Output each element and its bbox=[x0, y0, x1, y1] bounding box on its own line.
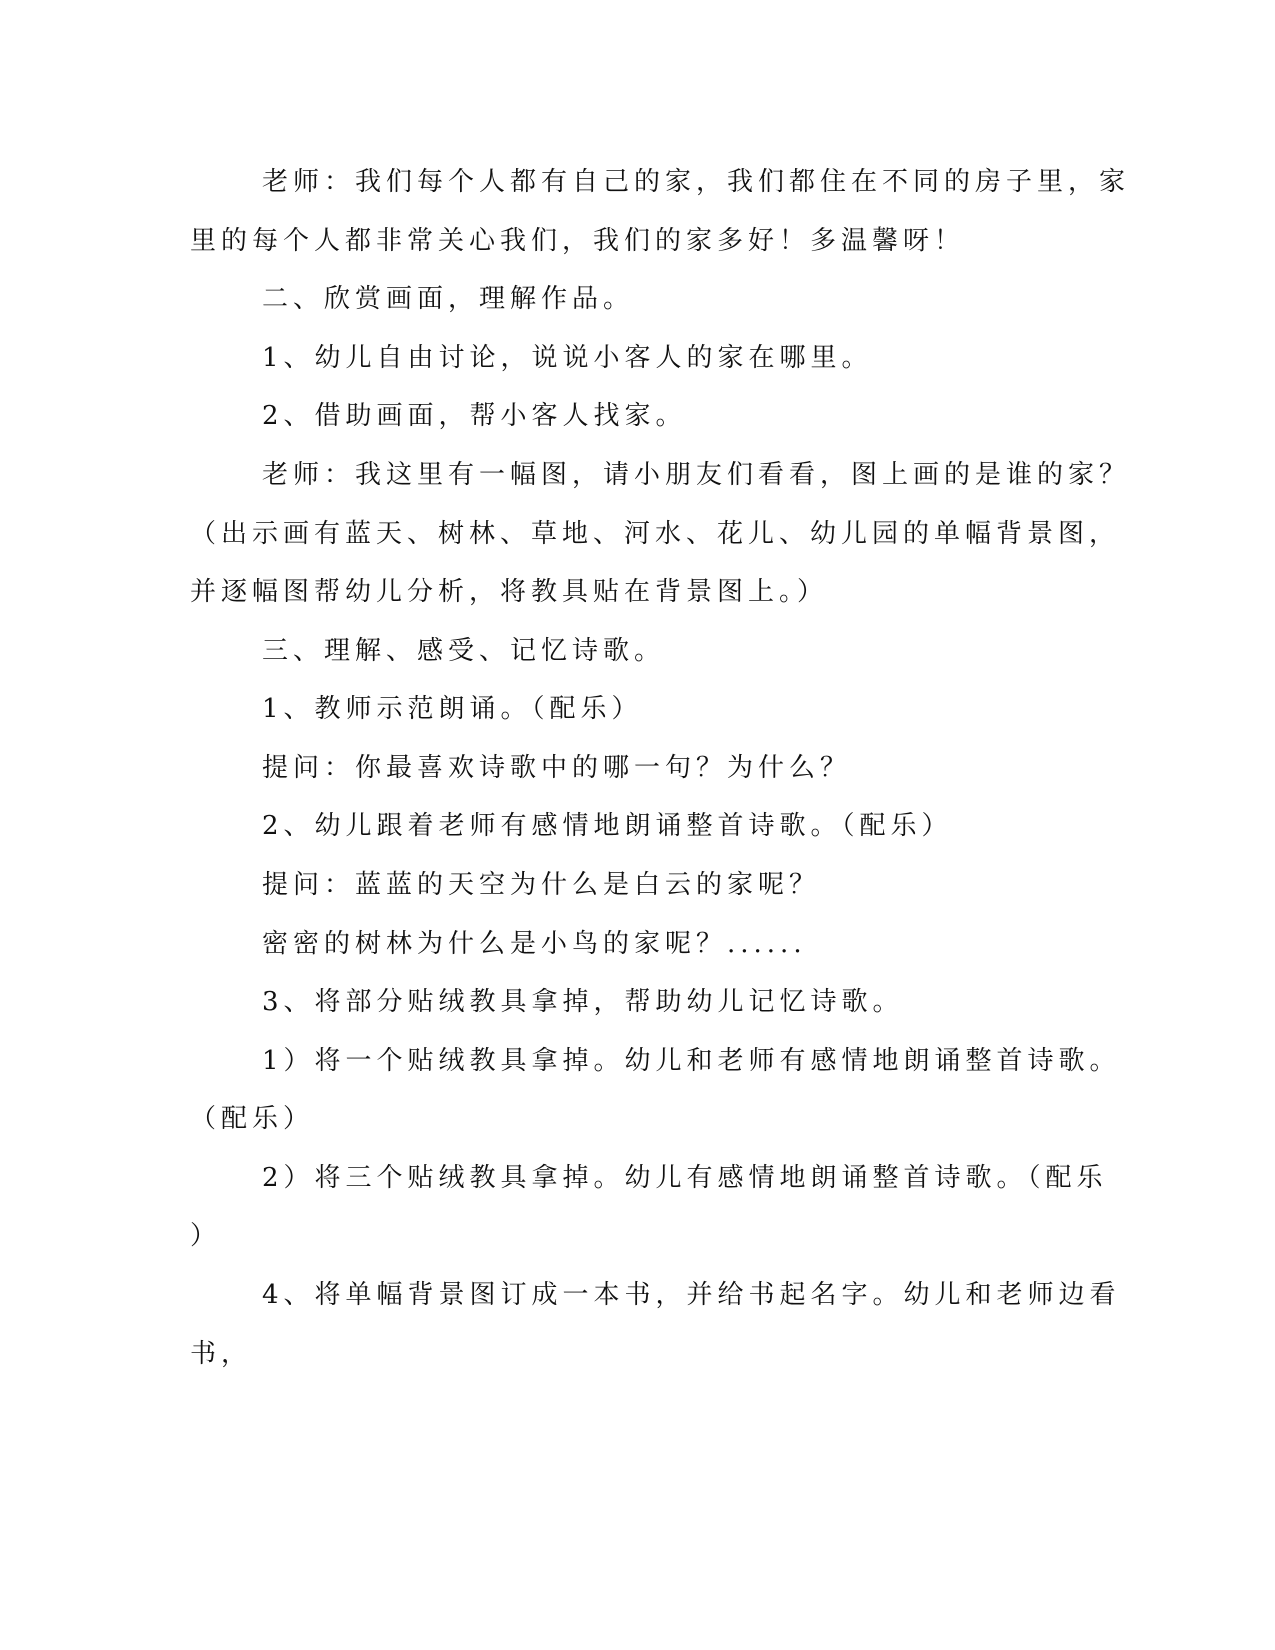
paragraph-line: （配乐） bbox=[190, 1104, 315, 1134]
paragraph-line: 提问：蓝蓝的天空为什么是白云的家呢？ bbox=[262, 870, 821, 900]
list-item: 2、幼儿跟着老师有感情地朗诵整首诗歌。（配乐） bbox=[262, 811, 953, 841]
list-item: 3、将部分贴绒教具拿掉，帮助幼儿记忆诗歌。 bbox=[262, 987, 904, 1017]
paragraph-line: 里的每个人都非常关心我们，我们的家多好！多温馨呀！ bbox=[190, 226, 966, 256]
list-item: 1、幼儿自由讨论，说说小客人的家在哪里。 bbox=[262, 343, 873, 373]
paragraph-line: ） bbox=[190, 1221, 222, 1251]
section-heading: 三、理解、感受、记忆诗歌。 bbox=[262, 636, 666, 666]
list-item: 2、借助画面，帮小客人找家。 bbox=[262, 401, 687, 431]
paragraph-line: 提问：你最喜欢诗歌中的哪一句？为什么？ bbox=[262, 753, 852, 783]
list-item: 4、将单幅背景图订成一本书，并给书起名字。幼儿和老师边看 bbox=[262, 1280, 1121, 1310]
paragraph-line: 老师：我这里有一幅图，请小朋友们看看，图上画的是谁的家？ bbox=[262, 460, 1131, 490]
paragraph-line: 并逐幅图帮幼儿分析，将教具贴在背景图上。） bbox=[190, 577, 829, 607]
section-heading: 二、欣赏画面，理解作品。 bbox=[262, 284, 635, 314]
paragraph-line: 老师：我们每个人都有自己的家，我们都住在不同的房子里，家 bbox=[262, 167, 1131, 197]
paragraph-line: （出示画有蓝天、树林、草地、河水、花儿、幼儿园的单幅背景图， bbox=[190, 519, 1121, 549]
paragraph-line: 密密的树林为什么是小鸟的家呢？...... bbox=[262, 929, 807, 959]
list-item: 2）将三个贴绒教具拿掉。幼儿有感情地朗诵整首诗歌。（配乐 bbox=[262, 1163, 1108, 1193]
paragraph-line: 书， bbox=[190, 1339, 253, 1369]
list-item: 1、教师示范朗诵。（配乐） bbox=[262, 694, 643, 724]
list-item: 1）将一个贴绒教具拿掉。幼儿和老师有感情地朗诵整首诗歌。 bbox=[262, 1046, 1121, 1076]
